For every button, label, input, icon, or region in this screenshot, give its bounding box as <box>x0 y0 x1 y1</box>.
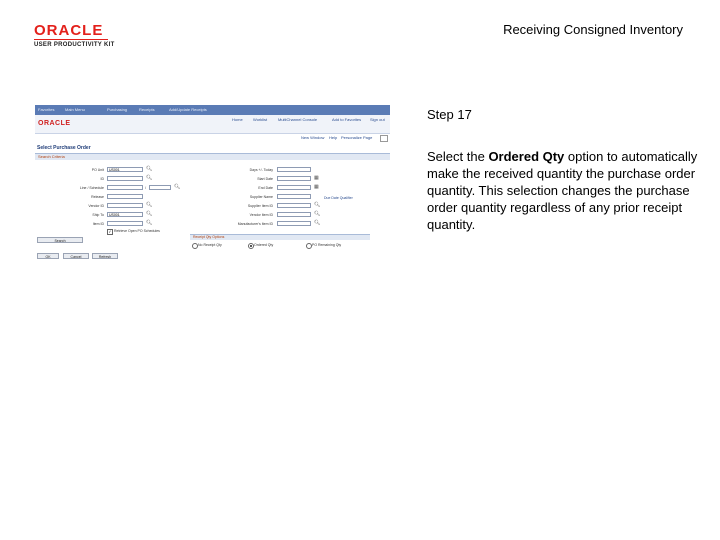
schedule-field[interactable] <box>149 185 171 190</box>
section-title: Search Criteria <box>38 154 65 159</box>
step-label: Step 17 <box>427 107 472 122</box>
desc-text-before: Select the <box>427 149 489 164</box>
calendar-icon[interactable]: ▦ <box>314 184 319 190</box>
nav-main-menu[interactable]: Main Menu <box>65 107 85 112</box>
application-screenshot <box>35 105 390 265</box>
cancel-button[interactable]: Cancel <box>63 253 89 259</box>
desc-text-bold: Ordered Qty <box>488 149 565 164</box>
nav-purchasing[interactable]: Purchasing <box>107 107 128 112</box>
label-po-unit: PO Unit <box>91 168 104 172</box>
manufacturer-item-id-field[interactable] <box>277 221 311 226</box>
link-add-to-favorites[interactable]: Add to Favorites <box>332 117 362 122</box>
ship-to-field[interactable]: US001 <box>107 212 143 217</box>
label-ship-to: Ship To <box>92 213 104 217</box>
line-field[interactable] <box>107 185 143 190</box>
lookup-icon[interactable]: 🔍︎ <box>146 220 153 226</box>
item-id-field[interactable] <box>107 221 143 226</box>
end-date-field[interactable] <box>277 185 311 190</box>
lookup-icon[interactable]: 🔍︎ <box>314 211 321 217</box>
label-line-schedule: Line / Schedule <box>79 186 104 190</box>
group-title: Receipt Qty Options <box>193 235 225 239</box>
step-description <box>427 148 699 233</box>
mini-oracle-logo: ORACLE <box>38 120 71 127</box>
link-personalize-page[interactable]: Personalize Page <box>341 135 373 140</box>
label-end-date: End Date <box>258 186 273 190</box>
radio-label: No Receipt Qty <box>198 243 222 247</box>
label-vendor-item-id: Vendor Item ID <box>249 213 273 217</box>
link-help[interactable]: Help <box>329 135 338 140</box>
label-item-id: Item ID <box>92 222 104 226</box>
vendor-id-field[interactable] <box>107 203 143 208</box>
brand-bar <box>35 115 390 134</box>
radio-label: PO Remaining Qty <box>312 243 342 247</box>
nav-add-update-receipts[interactable]: Add/Update Receipts <box>169 107 207 112</box>
label-supplier-item-id: Supplier Item ID <box>247 204 273 208</box>
page-title: Select Purchase Order <box>37 145 91 151</box>
label-days-today: Days +/- Today <box>249 168 273 172</box>
http-icon[interactable] <box>380 135 388 142</box>
link-new-window[interactable]: New Window <box>301 135 325 140</box>
label-manufacturer-item-id: Manufacturer's Item ID <box>237 222 273 226</box>
lookup-icon[interactable]: 🔍︎ <box>146 211 153 217</box>
lookup-icon[interactable]: 🔍︎ <box>146 166 153 172</box>
oracle-upk-logo <box>34 24 124 48</box>
link-worklist[interactable]: Worklist <box>253 117 268 122</box>
label-supplier-name: Supplier Name <box>249 195 273 199</box>
search-criteria-header <box>35 153 390 160</box>
logo-rule <box>34 39 108 40</box>
vendor-item-id-field[interactable] <box>277 212 311 217</box>
document-title: Receiving Consigned Inventory <box>503 22 683 37</box>
label-start-date: Start Date <box>257 177 273 181</box>
desc-text-after: option to automatically make the received quantity the purchase order quantity. This selection changes the purchase order quantity regardless of any prior receipt quantity. <box>427 149 698 232</box>
release-field[interactable] <box>107 194 143 199</box>
po-unit-field[interactable]: US001 <box>107 167 143 172</box>
navigation-bar <box>35 105 390 115</box>
link-home[interactable]: Home <box>232 117 243 122</box>
lookup-icon[interactable]: 🔍︎ <box>174 184 181 190</box>
retrieve-open-po-checkbox[interactable]: ✓ <box>108 229 112 234</box>
logo-word: ORACLE <box>34 22 104 39</box>
due-date-qualifier-link[interactable]: Due Date Qualifier <box>324 196 353 200</box>
link-sign-out[interactable]: Sign out <box>370 117 385 122</box>
lookup-icon[interactable]: 🔍︎ <box>146 202 153 208</box>
label-id: ID <box>100 177 104 181</box>
calendar-icon[interactable]: ▦ <box>314 175 319 181</box>
receipt-qty-options-group <box>190 234 370 254</box>
slash-separator: / <box>145 185 147 190</box>
nav-receipts[interactable]: Receipts <box>139 107 155 112</box>
ok-button[interactable]: OK <box>37 253 59 259</box>
checkbox-label: Retrieve Open PO Schedules <box>114 229 160 233</box>
supplier-name-field[interactable] <box>277 194 311 199</box>
group-header <box>190 234 370 240</box>
refresh-button[interactable]: Refresh <box>92 253 118 259</box>
days-today-field[interactable] <box>277 167 311 172</box>
nav-favorites[interactable]: Favorites <box>38 107 55 112</box>
link-multichannel-console[interactable]: MultiChannel Console <box>278 117 318 122</box>
po-id-field[interactable] <box>107 176 143 181</box>
supplier-item-id-field[interactable] <box>277 203 311 208</box>
label-vendor-id: Vendor ID <box>88 204 104 208</box>
lookup-icon[interactable]: 🔍︎ <box>314 202 321 208</box>
utility-bar <box>35 133 390 143</box>
lookup-icon[interactable]: 🔍︎ <box>146 175 153 181</box>
logo-subtitle: USER PRODUCTIVITY KIT <box>34 42 115 48</box>
label-release: Release <box>91 195 104 199</box>
search-button[interactable]: Search <box>37 237 83 243</box>
start-date-field[interactable] <box>277 176 311 181</box>
lookup-icon[interactable]: 🔍︎ <box>314 220 321 226</box>
radio-label: Ordered Qty <box>254 243 274 247</box>
